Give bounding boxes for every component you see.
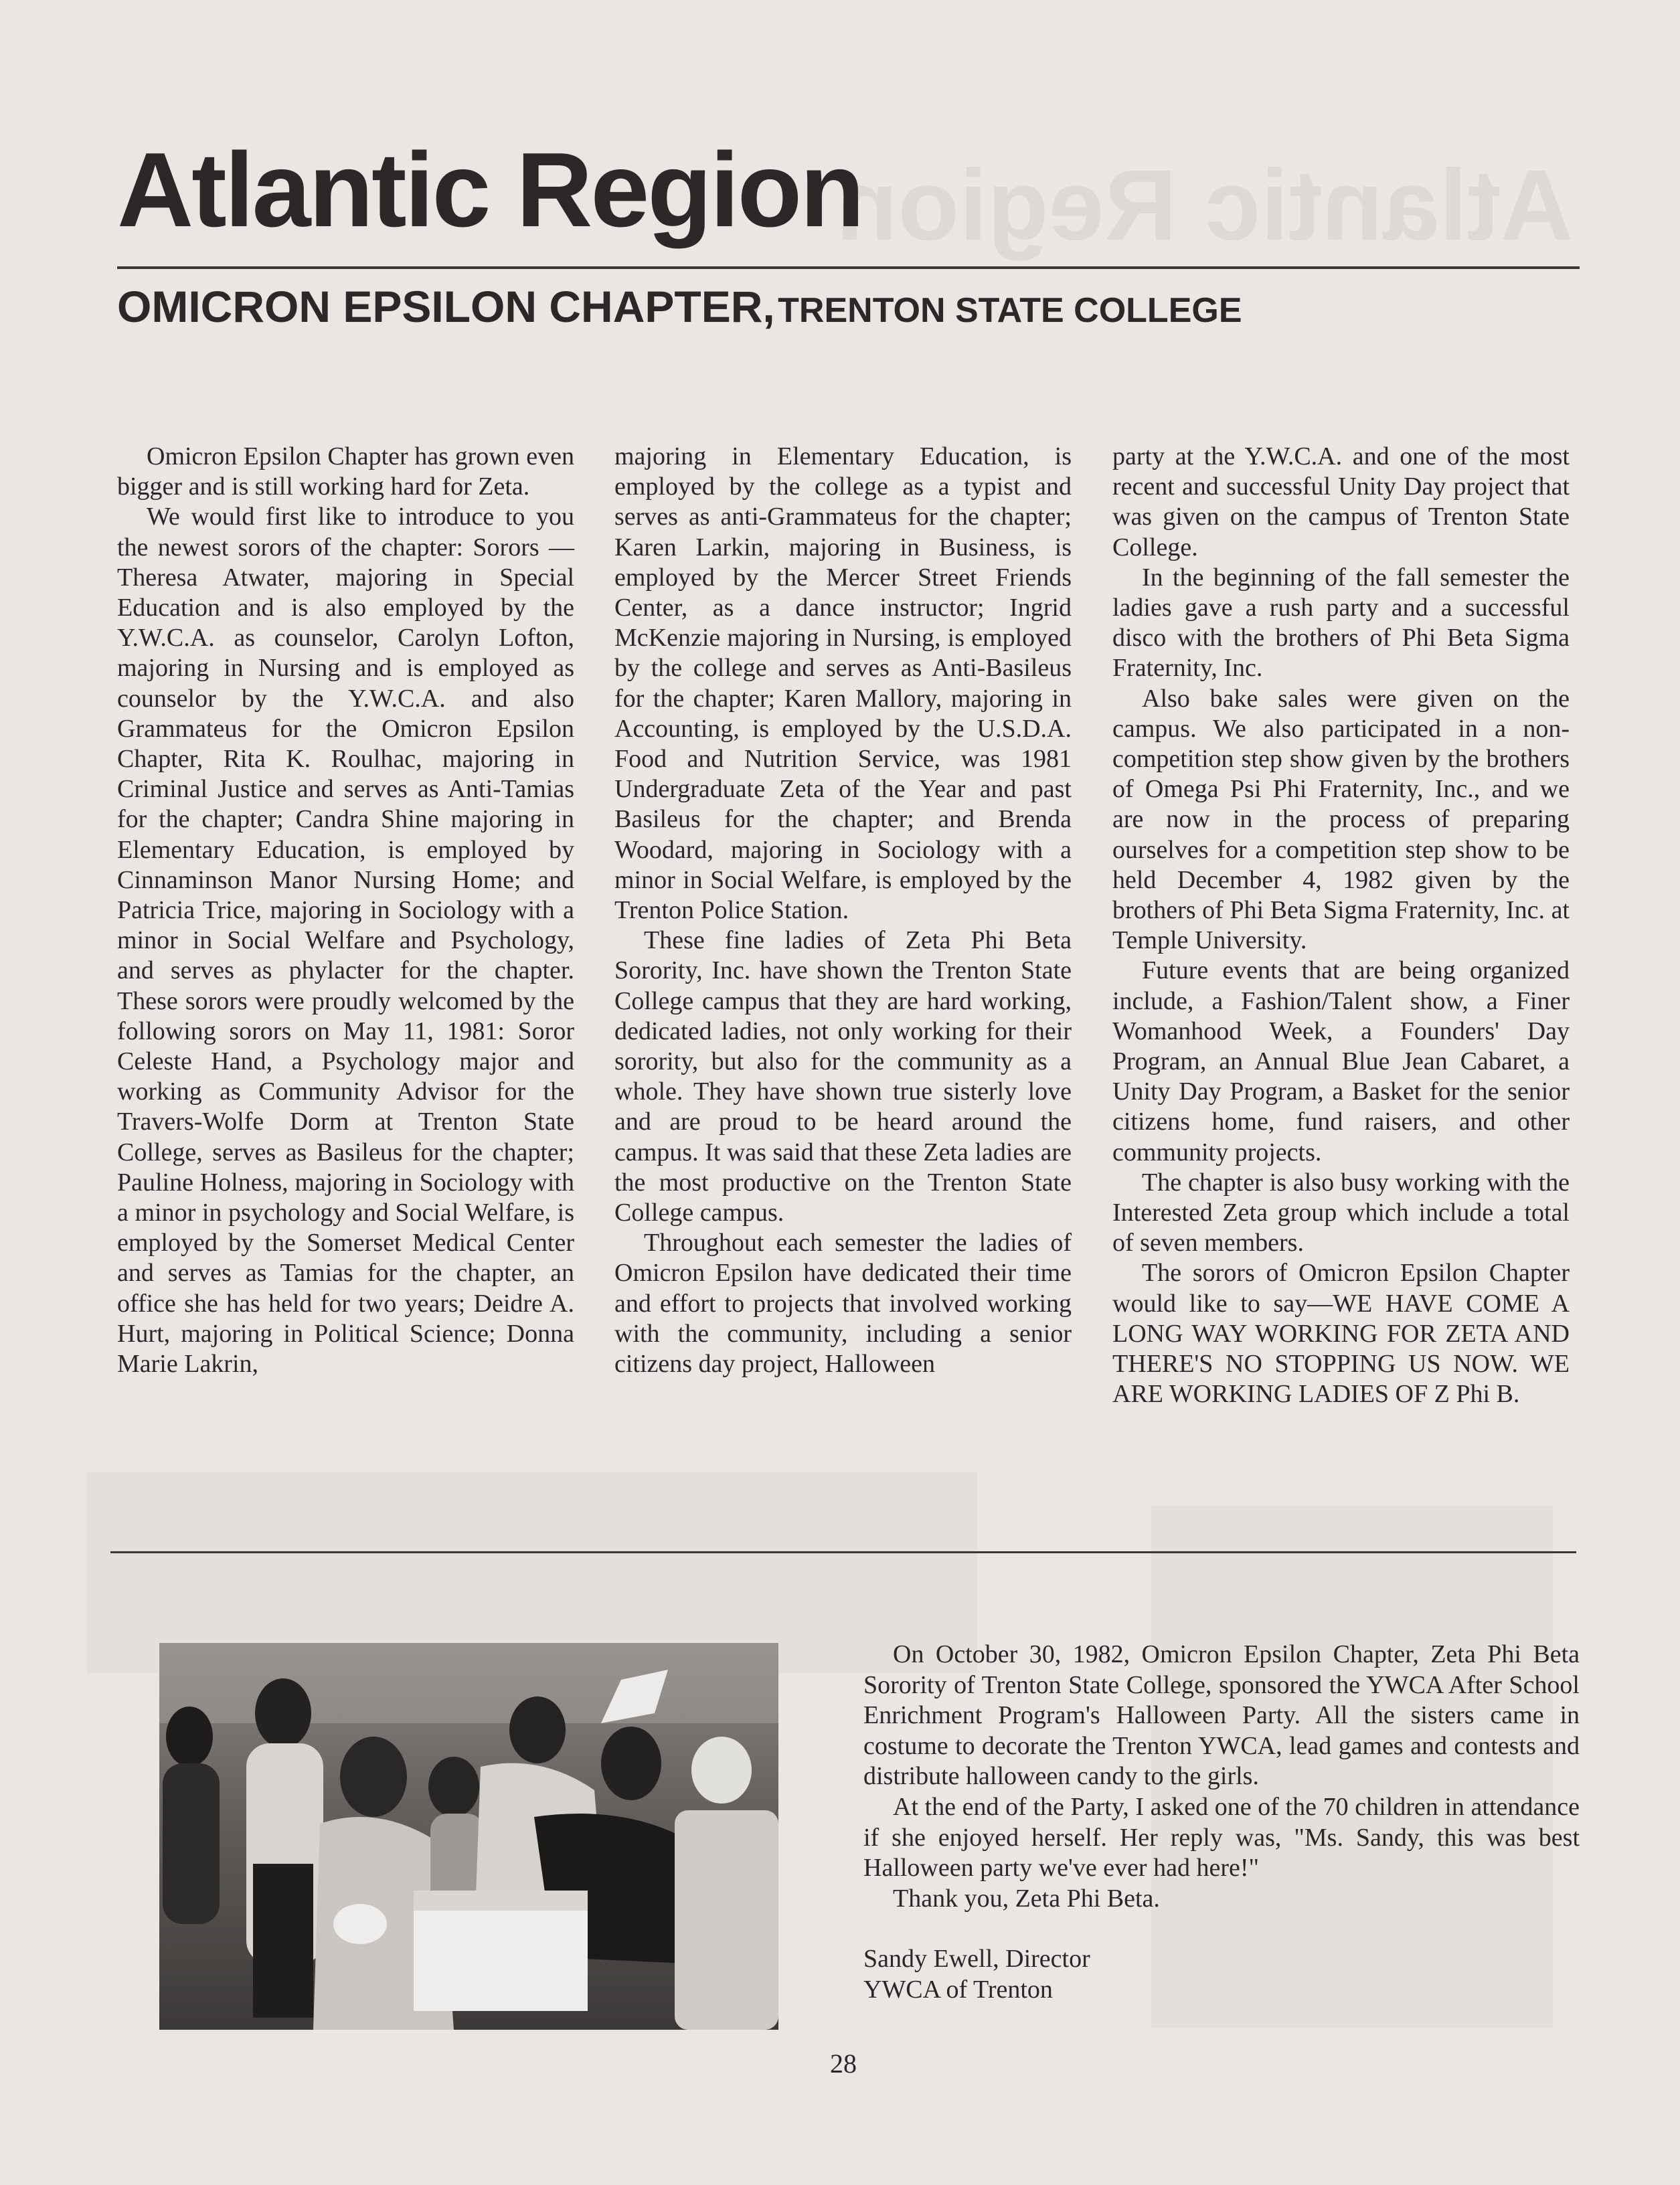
page-title: Atlantic Region <box>117 131 863 249</box>
article-column-3 <box>1112 442 1570 1410</box>
article-paragraph: Future events that are being organized include, a Fashion/Talent show, a Finer Womanhood Week, a Founders' Day Program, an Annual Blue Jean Cabaret, a Unity Day Program, a Basket for the senior citizens home, fund raisers, and other community projects. <box>1112 956 1570 1166</box>
caption-paragraph: Thank you, Zeta Phi Beta. <box>893 1884 1160 1913</box>
halloween-party-photo <box>159 1643 778 2030</box>
article-paragraph: party at the Y.W.C.A. and one of the most recent and successful Unity Day project that was given on the campus of Trenton State College. <box>1112 442 1570 561</box>
signature-name: Sandy Ewell, Director <box>863 1945 1090 1974</box>
section-rule <box>110 1551 1576 1553</box>
article-column-1 <box>117 442 574 1379</box>
article-paragraph: Also bake sales were given on the campus. We also participated in a non-competition step show given by the brothers of Omega Psi Phi Fraternity, Inc., and we are now in the process of preparing ourselves for a competition step show to be held December 4, 1982 given by the brothers of Phi Beta Sigma Fraternity, Inc. at Temple University. <box>1112 684 1570 955</box>
caption-paragraph: At the end of the Party, I asked one of the 70 children in attendance if she enjoyed herself. Her reply was, "Ms. Sandy, this was best Halloween party we've ever had here!" <box>863 1792 1580 1883</box>
caption-paragraph: On October 30, 1982, Omicron Epsilon Chapter, Zeta Phi Beta Sorority of Trenton State College, sponsored the YWCA After School Enrichment Program's Halloween Party. All the sisters came in costume to decorate the Trenton YWCA, lead games and contests and distribute halloween candy to the girls. <box>863 1640 1580 1791</box>
photo-illustration <box>159 1643 778 2030</box>
page-number: 28 <box>830 2048 857 2079</box>
chapter-name: OMICRON EPSILON CHAPTER, <box>117 282 775 331</box>
article-paragraph: majoring in Elementary Education, is employed by the college as a typist and serves as anti-Grammateus for the chapter; Karen Larkin, majoring in Business, is employed by the Mercer Street Friends Center, as a dance instructor; Ingrid McKenzie majoring in Nursing, is employed by the college and serves as Anti-Basileus for the chapter; Karen Mallory, majoring in Accounting, is employed by the U.S.D.A. Food and Nutrition Service, was 1981 Undergraduate Zeta of the Year and past Basileus for the chapter; and Brenda Woodard, majoring in Sociology with a minor in Social Welfare, is employed by the Trenton Police Station. <box>614 442 1072 925</box>
signature-organization: YWCA of Trenton <box>863 1975 1053 2004</box>
article-paragraph: We would first like to introduce to you the newest sorors of the chapter: Sorors —Theresa Atwater, majoring in Special Education and is also employed by the Y.W.C.A. as counselor, Carolyn Lofton, majoring in Nursing and is employed as counselor by the Y.W.C.A. and also Grammateus for the Omicron Epsilon Chapter, Rita K. Roulhac, majoring in Criminal Justice and serves as Anti-Tamias for the chapter; Candra Shine majoring in Elementary Education, is employed by Cinnaminson Manor Nursing Home; and Patricia Trice, majoring in Sociology with a minor in Social Welfare and Psychology, and serves as phylacter for the chapter. These sorors were proudly welcomed by the following sorors on May 11, 1981: Soror Celeste Hand, a Psychology major and working as Community Advisor for the Travers-Wolfe Dorm at Trenton State College, serves as Basileus for the chapter; Pauline Holness, majoring in Sociology with a minor in psychology and Social Welfare, is employed by the Somerset Medical Center and serves as Tamias for the chapter, an office she has held for two years; Deidre A. Hurt, majoring in Political Science; Donna Marie Lakrin, <box>117 503 574 1379</box>
photo-caption <box>863 1640 1580 2006</box>
title-rule <box>117 266 1580 269</box>
signature-spacer <box>863 1914 1580 1944</box>
article-paragraph: These fine ladies of Zeta Phi Beta Sorority, Inc. have shown the Trenton State College campus that they are hard working, dedicated ladies, not only working for their sorority, but also for the community as a whole. They have shown true sisterly love and are proud to be heard around the campus. It was said that these Zeta ladies are the most productive on the Trenton State College campus. <box>614 926 1072 1227</box>
article-paragraph: In the beginning of the fall semester the ladies gave a rush party and a successful disco with the brothers of Phi Beta Sigma Fraternity, Inc. <box>1112 563 1570 683</box>
article-paragraph: The sorors of Omicron Epsilon Chapter would like to say—WE HAVE COME A LONG WAY WORKING FOR ZETA AND THERE'S NO STOPPING US NOW. WE ARE WORKING LADIES OF Z Phi B. <box>1112 1259 1570 1409</box>
article-paragraph: Throughout each semester the ladies of Omicron Epsilon have dedicated their time and effort to projects that involved working with the community, including a senior citizens day project, Halloween <box>614 1229 1072 1379</box>
show-through-title: Atlantic Region <box>837 149 1574 261</box>
article-column-2 <box>614 442 1072 1379</box>
college-name: TRENTON STATE COLLEGE <box>778 291 1242 330</box>
article-paragraph: Omicron Epsilon Chapter has grown even bigger and is still working hard for Zeta. <box>117 442 574 501</box>
article-paragraph: The chapter is also busy working with the Interested Zeta group which include a total of seven members. <box>1112 1168 1570 1257</box>
chapter-heading <box>117 284 1242 329</box>
